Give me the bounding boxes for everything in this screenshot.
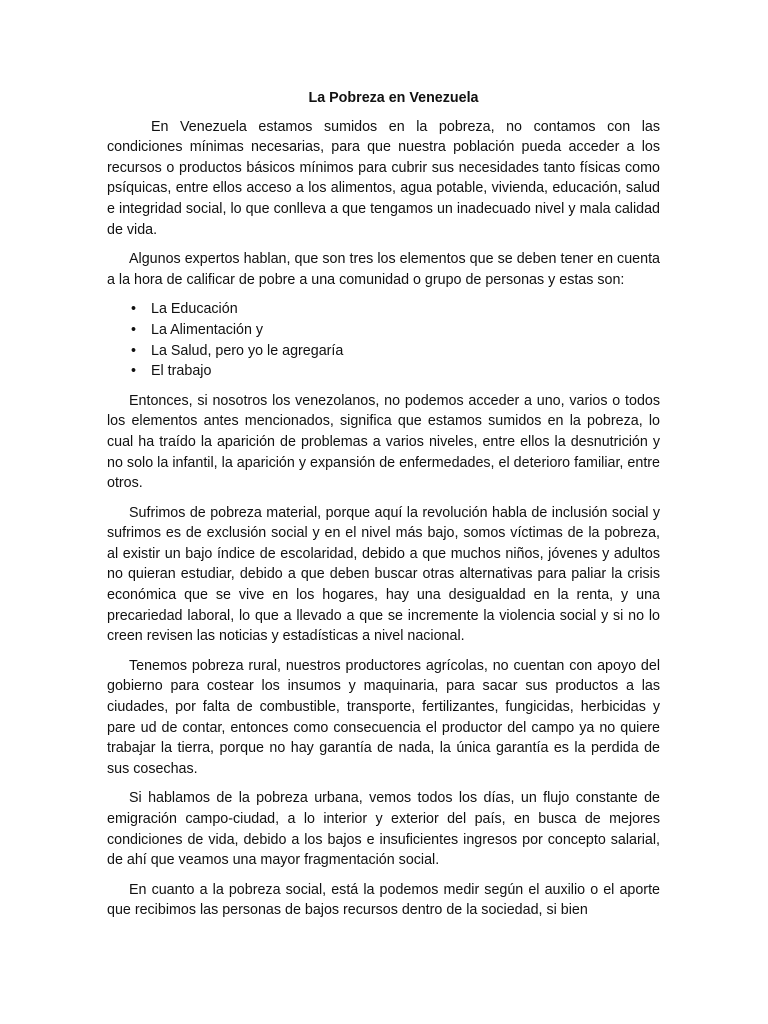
list-item-text: La Salud, pero yo le agregaría (151, 342, 344, 359)
paragraph-social-poverty: En cuanto a la pobreza social, está la podemos medir según el auxilio o el aporte que recibimos las personas de bajos recursos dentro de la sociedad, si bien (107, 881, 660, 919)
paragraph-intro: En Venezuela estamos sumidos en la pobreza, no contamos con las condiciones mínimas necesarias, para que nuestra población pueda acceder a los recursos o productos básicos mínimos para cubrir sus necesidades tanto físicas como psíquicas, entre ellos acceso a los alimentos, agua potable, vivienda, educación, salud e integridad social, lo que conlleva a que tengamos un inadecuado nivel y mala calidad de vida. (107, 118, 660, 238)
list-item-text: La Alimentación y (151, 321, 264, 338)
paragraph-experts: Algunos expertos hablan, que son tres los elementos que se deben tener en cuenta a la hora de calificar de pobre a una comunidad o grupo de personas y estas son: (107, 251, 660, 288)
paragraph-consequences: Entonces, si nosotros los venezolanos, no podemos acceder a uno, varios o todos los elementos antes mencionados, significa que estamos sumidos en la pobreza, lo cual ha traído la aparición de problemas a varios niveles, entre ellos la desnutrición y no solo la infantil, la aparición y expansión de enfermedades, el deterioro familiar, entre otros. (107, 392, 660, 492)
paragraph-rural-poverty: Tenemos pobreza rural, nuestros productores agrícolas, no cuentan con apoyo del gobierno para costear los insumos y maquinaria, para sacar sus productos a las ciudades, por falta de combustible, transporte, fertilizantes, fungicidas, herbicidas y pare ud de contar, entonces como consecuencia el productor del campo ya no quiere trabajar la tierra, porque no hay garantía de nada, la única garantía es la perdida de sus cosechas. (107, 657, 660, 777)
bullet-icon: • (131, 342, 137, 359)
list-item (107, 341, 660, 362)
bullet-list (107, 299, 660, 381)
bullet-icon: • (131, 363, 137, 380)
bullet-icon: • (131, 301, 137, 318)
document-page (107, 88, 660, 930)
list-item-text: La Educación (151, 301, 238, 318)
list-item (107, 299, 660, 320)
paragraph-material-poverty: Sufrimos de pobreza material, porque aquí la revolución habla de inclusión social y sufrimos es de exclusión social y en el nivel más bajo, somos víctimas de la pobreza, al existir un bajo índice de escolaridad, debido a que muchos niños, jóvenes y adultos no quieran estudiar, debido a que deben buscar otras alternativas para paliar la crisis económica que se vive en los hogares, hay una desigualdad en la renta, y una precariedad laboral, lo que a llevado a que se incremente la violencia social y si no lo creen revisen las noticias y estadísticas a nivel nacional. (107, 504, 660, 645)
list-item (107, 361, 660, 382)
paragraph-urban-poverty: Si hablamos de la pobreza urbana, vemos todos los días, un flujo constante de emigración campo-ciudad, a lo interior y exterior del país, en busca de mejores condiciones de vida, debido a los bajos e insuficientes ingresos por concepto salarial, de ahí que veamos una mayor fragmentación social. (107, 790, 660, 869)
document-title: La Pobreza en Venezuela (308, 90, 479, 106)
list-item (107, 320, 660, 341)
bullet-icon: • (131, 321, 137, 338)
list-item-text: El trabajo (151, 363, 212, 380)
